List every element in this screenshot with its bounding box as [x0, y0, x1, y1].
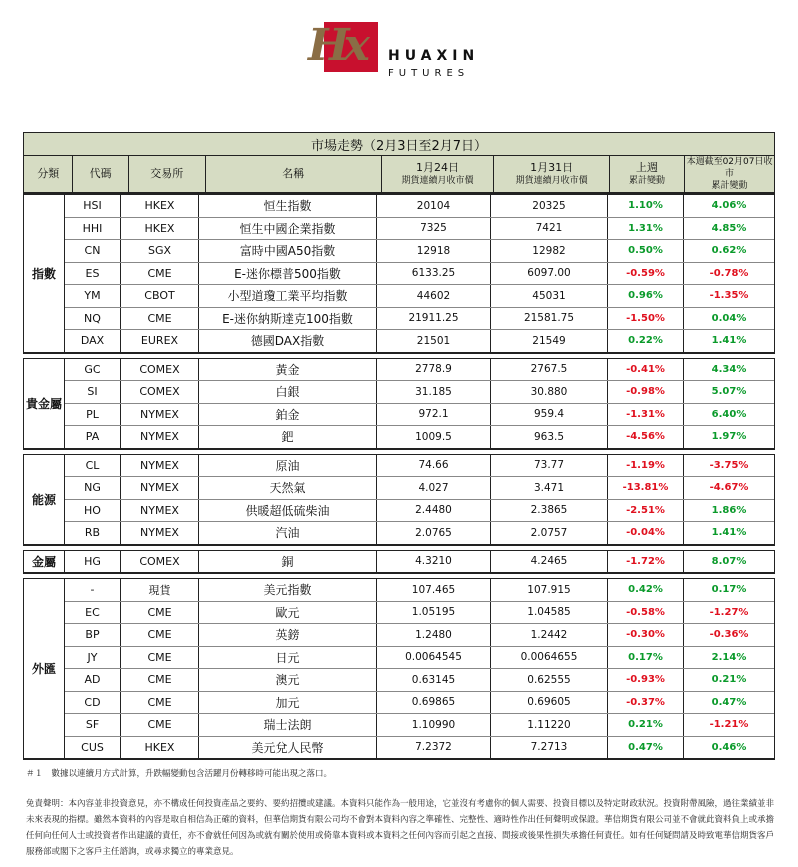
- footnote: ＃１ 數據以連續月方式計算，升跌幅變動包含活躍月份轉移時可能出現之落口。: [26, 769, 333, 779]
- code-cell: ES: [65, 263, 121, 285]
- price-jan24-cell: 972.1: [377, 404, 491, 426]
- exchange-cell: CME: [121, 692, 199, 714]
- table-row: [65, 692, 774, 715]
- price-jan24-cell: 21501: [377, 330, 491, 352]
- code-cell: YM: [65, 285, 121, 307]
- week-change-cell: -4.56%: [608, 426, 684, 448]
- week-change-cell: -1.50%: [608, 308, 684, 330]
- code-cell: CUS: [65, 737, 121, 759]
- price-jan24-cell: 44602: [377, 285, 491, 307]
- name-cell: 白銀: [199, 381, 377, 403]
- ytd-change-cell: 1.41%: [711, 335, 747, 347]
- table-header: [23, 155, 775, 194]
- week-change-cell: 0.96%: [608, 285, 684, 307]
- price-jan31-cell: 12982: [491, 240, 608, 262]
- price-jan31-cell: 963.5: [491, 426, 608, 448]
- week-change-cell: 0.21%: [608, 714, 684, 736]
- price-jan24-cell: 107.465: [377, 579, 491, 601]
- name-cell: 恒生指數: [199, 195, 377, 217]
- header-ytd-change: 本週截至02月07日收市 累計變動: [686, 156, 773, 192]
- price-jan24-cell: 0.63145: [377, 669, 491, 691]
- price-jan24-cell: 74.66: [377, 455, 491, 477]
- code-cell: CD: [65, 692, 121, 714]
- ytd-change-cell: 5.07%: [711, 386, 747, 398]
- code-cell: HHI: [65, 218, 121, 240]
- price-jan24-cell: 0.69865: [377, 692, 491, 714]
- table-row: [65, 455, 774, 478]
- code-cell: JY: [65, 647, 121, 669]
- price-jan31-cell: 7.2713: [491, 737, 608, 759]
- table-row: [65, 240, 774, 263]
- code-cell: BP: [65, 624, 121, 646]
- exchange-cell: CME: [121, 263, 199, 285]
- price-jan31-cell: 2.3865: [491, 500, 608, 522]
- price-jan31-cell: 0.69605: [491, 692, 608, 714]
- exchange-cell: 現貨: [121, 579, 199, 601]
- price-jan24-cell: 2.0765: [377, 522, 491, 544]
- exchange-cell: NYMEX: [121, 404, 199, 426]
- price-jan24-cell: 6133.25: [377, 263, 491, 285]
- week-change-cell: -0.30%: [608, 624, 684, 646]
- ytd-change-cell: 2.14%: [711, 651, 747, 663]
- exchange-cell: EUREX: [121, 330, 199, 352]
- table-row: [65, 218, 774, 241]
- week-change-cell: 1.31%: [608, 218, 684, 240]
- week-change-cell: 0.42%: [608, 579, 684, 601]
- ytd-change-cell: 1.97%: [711, 431, 747, 443]
- exchange-cell: CME: [121, 714, 199, 736]
- name-cell: E-迷你納斯達克100指數: [199, 308, 377, 330]
- week-change-cell: 0.17%: [608, 647, 684, 669]
- ytd-change-cell: 6.40%: [711, 408, 747, 420]
- week-change-cell: -0.93%: [608, 669, 684, 691]
- price-jan31-cell: 6097.00: [491, 263, 608, 285]
- exchange-cell: COMEX: [121, 381, 199, 403]
- brand-subtitle: FUTURES: [388, 68, 470, 79]
- name-cell: 加元: [199, 692, 377, 714]
- exchange-cell: COMEX: [121, 551, 199, 573]
- logo-mark: [306, 16, 382, 82]
- name-cell: 澳元: [199, 669, 377, 691]
- price-jan24-cell: 4.027: [377, 477, 491, 499]
- ytd-change-cell: 4.06%: [711, 200, 747, 212]
- ytd-change-cell: 0.17%: [711, 584, 747, 596]
- code-cell: CN: [65, 240, 121, 262]
- name-cell: 英鎊: [199, 624, 377, 646]
- code-cell: GC: [65, 359, 121, 381]
- exchange-cell: CME: [121, 308, 199, 330]
- table-row: [65, 624, 774, 647]
- price-jan31-cell: 1.2442: [491, 624, 608, 646]
- name-cell: 小型道瓊工業平均指數: [199, 285, 377, 307]
- price-jan31-cell: 1.11220: [491, 714, 608, 736]
- exchange-cell: HKEX: [121, 195, 199, 217]
- exchange-cell: CME: [121, 669, 199, 691]
- price-jan24-cell: 4.3210: [377, 551, 491, 573]
- price-jan31-cell: 20325: [491, 195, 608, 217]
- exchange-cell: HKEX: [121, 218, 199, 240]
- week-change-cell: -0.59%: [608, 263, 684, 285]
- price-jan24-cell: 1009.5: [377, 426, 491, 448]
- code-cell: NQ: [65, 308, 121, 330]
- name-cell: E-迷你標普500指數: [199, 263, 377, 285]
- table-row: [65, 426, 774, 448]
- name-cell: 瑞士法朗: [199, 714, 377, 736]
- code-cell: -: [65, 579, 121, 601]
- week-change-cell: -2.51%: [608, 500, 684, 522]
- week-change-cell: -0.37%: [608, 692, 684, 714]
- price-jan31-cell: 959.4: [491, 404, 608, 426]
- price-jan31-cell: 2.0757: [491, 522, 608, 544]
- exchange-cell: CME: [121, 602, 199, 624]
- name-cell: 日元: [199, 647, 377, 669]
- category-label: 能源: [24, 455, 65, 544]
- code-cell: RB: [65, 522, 121, 544]
- exchange-cell: HKEX: [121, 737, 199, 759]
- table-group: [23, 550, 775, 575]
- disclaimer: 免責聲明：本內容並非投資意見，亦不構成任何投資產品之要約、要約招攬或建議。本資料只能作為一般用途，它並沒有考慮你的個人需要、投資目標以及特定財政狀況。投資附帶風險，過往業績並非未來表現的指標。雖然本資料的內容是取自相信為正確的資料，但華信期貨有限公司均不會對本資料內容之準確性、完整性、適時性作出任何聲明或保證。華信期貨有限公司並不會就此資料負上或承擔任何向任何人士或投資者作出建議的責任，亦不會就任何因為或就有關於使用或倚靠本資料或本資料之任何內容而引起之直接、間接或後果性損失承擔任何責任。如有任何疑問請及時致電華信期貨客戶服務部或閣下之客戶主任諮詢，或尋求獨立的專業意見。: [26, 799, 775, 857]
- table-row: [65, 477, 774, 500]
- exchange-cell: SGX: [121, 240, 199, 262]
- price-jan31-cell: 4.2465: [491, 551, 608, 573]
- brand-logo: [306, 16, 506, 82]
- price-jan24-cell: 7.2372: [377, 737, 491, 759]
- exchange-cell: NYMEX: [121, 522, 199, 544]
- week-change-cell: -0.41%: [608, 359, 684, 381]
- code-cell: EC: [65, 602, 121, 624]
- logo-monogram: Hx: [308, 20, 364, 71]
- table-row: [65, 285, 774, 308]
- table-row: [65, 551, 774, 573]
- ytd-change-cell: 1.41%: [711, 527, 747, 539]
- price-jan24-cell: 2778.9: [377, 359, 491, 381]
- price-jan31-cell: 30.880: [491, 381, 608, 403]
- name-cell: 富時中國A50指數: [199, 240, 377, 262]
- code-cell: HG: [65, 551, 121, 573]
- ytd-change-cell: 0.47%: [711, 696, 747, 708]
- table-row: [65, 330, 774, 352]
- code-cell: DAX: [65, 330, 121, 352]
- table-row: [65, 669, 774, 692]
- exchange-cell: CME: [121, 647, 199, 669]
- week-change-cell: 0.47%: [608, 737, 684, 759]
- week-change-cell: -13.81%: [608, 477, 684, 499]
- week-change-cell: -1.72%: [608, 551, 684, 573]
- week-change-cell: -1.31%: [608, 404, 684, 426]
- week-change-cell: -0.04%: [608, 522, 684, 544]
- name-cell: 德國DAX指數: [199, 330, 377, 352]
- table-row: [65, 579, 774, 602]
- ytd-change-cell: 4.85%: [711, 222, 747, 234]
- name-cell: 恒生中國企業指數: [199, 218, 377, 240]
- name-cell: 天然氣: [199, 477, 377, 499]
- price-jan24-cell: 1.10990: [377, 714, 491, 736]
- ytd-change-cell: -3.75%: [709, 459, 749, 471]
- table-row: [65, 647, 774, 670]
- header-name: 名稱: [206, 156, 382, 192]
- price-jan31-cell: 3.471: [491, 477, 608, 499]
- table-row: [65, 714, 774, 737]
- ytd-change-cell: 0.46%: [711, 741, 747, 753]
- ytd-change-cell: 0.62%: [711, 245, 747, 257]
- price-jan31-cell: 73.77: [491, 455, 608, 477]
- price-jan24-cell: 12918: [377, 240, 491, 262]
- price-jan31-cell: 7421: [491, 218, 608, 240]
- price-jan24-cell: 7325: [377, 218, 491, 240]
- category-label: 貴金屬: [24, 359, 65, 448]
- code-cell: AD: [65, 669, 121, 691]
- table-row: [65, 381, 774, 404]
- table-row: [65, 602, 774, 625]
- name-cell: 歐元: [199, 602, 377, 624]
- name-cell: 黃金: [199, 359, 377, 381]
- table-row: [65, 359, 774, 382]
- name-cell: 供暖超低硫柴油: [199, 500, 377, 522]
- ytd-change-cell: -4.67%: [709, 482, 749, 494]
- ytd-change-cell: 0.04%: [711, 312, 747, 324]
- ytd-change-cell: -1.21%: [709, 719, 749, 731]
- week-change-cell: -0.58%: [608, 602, 684, 624]
- table-group: [23, 358, 775, 450]
- name-cell: 美元兌人民幣: [199, 737, 377, 759]
- code-cell: HO: [65, 500, 121, 522]
- exchange-cell: NYMEX: [121, 426, 199, 448]
- ytd-change-cell: 1.86%: [711, 504, 747, 516]
- name-cell: 銅: [199, 551, 377, 573]
- exchange-cell: NYMEX: [121, 455, 199, 477]
- exchange-cell: CME: [121, 624, 199, 646]
- price-jan24-cell: 1.05195: [377, 602, 491, 624]
- table-group: [23, 578, 775, 760]
- header-date1: 1月24日 期貨連續月收市價: [382, 156, 495, 192]
- code-cell: NG: [65, 477, 121, 499]
- price-jan31-cell: 0.0064655: [491, 647, 608, 669]
- header-exchange: 交易所: [129, 156, 206, 192]
- price-jan24-cell: 0.0064545: [377, 647, 491, 669]
- table-body: [23, 194, 775, 760]
- week-change-cell: 1.10%: [608, 195, 684, 217]
- code-cell: HSI: [65, 195, 121, 217]
- price-jan31-cell: 2767.5: [491, 359, 608, 381]
- price-jan24-cell: 1.2480: [377, 624, 491, 646]
- week-change-cell: -0.98%: [608, 381, 684, 403]
- category-label: 外匯: [24, 579, 65, 758]
- ytd-change-cell: 0.21%: [711, 674, 747, 686]
- price-jan31-cell: 21549: [491, 330, 608, 352]
- category-label: 金屬: [24, 551, 65, 573]
- table-group: [23, 454, 775, 546]
- table-row: [65, 500, 774, 523]
- ytd-change-cell: -0.36%: [709, 629, 749, 641]
- exchange-cell: NYMEX: [121, 500, 199, 522]
- table-row: [65, 263, 774, 286]
- header-date2: 1月31日 期貨連續月收市價: [494, 156, 610, 192]
- price-jan31-cell: 1.04585: [491, 602, 608, 624]
- price-jan31-cell: 45031: [491, 285, 608, 307]
- header-week-change: 上週 累計變動: [610, 156, 685, 192]
- week-change-cell: 0.22%: [608, 330, 684, 352]
- market-table: [23, 132, 775, 760]
- name-cell: 鉑金: [199, 404, 377, 426]
- week-change-cell: -1.19%: [608, 455, 684, 477]
- name-cell: 鈀: [199, 426, 377, 448]
- table-row: [65, 737, 774, 759]
- ytd-change-cell: 8.07%: [711, 555, 747, 567]
- code-cell: SI: [65, 381, 121, 403]
- code-cell: PA: [65, 426, 121, 448]
- brand-name: HUAXIN: [388, 48, 480, 64]
- table-row: [65, 308, 774, 331]
- ytd-change-cell: 4.34%: [711, 363, 747, 375]
- ytd-change-cell: -1.35%: [709, 290, 749, 302]
- name-cell: 原油: [199, 455, 377, 477]
- price-jan24-cell: 21911.25: [377, 308, 491, 330]
- price-jan31-cell: 21581.75: [491, 308, 608, 330]
- code-cell: PL: [65, 404, 121, 426]
- price-jan24-cell: 31.185: [377, 381, 491, 403]
- ytd-change-cell: -0.78%: [709, 267, 749, 279]
- week-change-cell: 0.50%: [608, 240, 684, 262]
- table-row: [65, 404, 774, 427]
- table-group: [23, 194, 775, 354]
- ytd-change-cell: -1.27%: [709, 606, 749, 618]
- name-cell: 美元指數: [199, 579, 377, 601]
- name-cell: 汽油: [199, 522, 377, 544]
- table-row: [65, 195, 774, 218]
- code-cell: SF: [65, 714, 121, 736]
- price-jan24-cell: 20104: [377, 195, 491, 217]
- exchange-cell: COMEX: [121, 359, 199, 381]
- table-title: 市場走勢（2月3日至2月7日）: [23, 132, 775, 155]
- header-category: 分類: [24, 156, 73, 192]
- table-row: [65, 522, 774, 544]
- price-jan31-cell: 0.62555: [491, 669, 608, 691]
- exchange-cell: NYMEX: [121, 477, 199, 499]
- exchange-cell: CBOT: [121, 285, 199, 307]
- price-jan31-cell: 107.915: [491, 579, 608, 601]
- category-label: 指數: [24, 195, 65, 352]
- price-jan24-cell: 2.4480: [377, 500, 491, 522]
- code-cell: CL: [65, 455, 121, 477]
- header-code: 代碼: [73, 156, 128, 192]
